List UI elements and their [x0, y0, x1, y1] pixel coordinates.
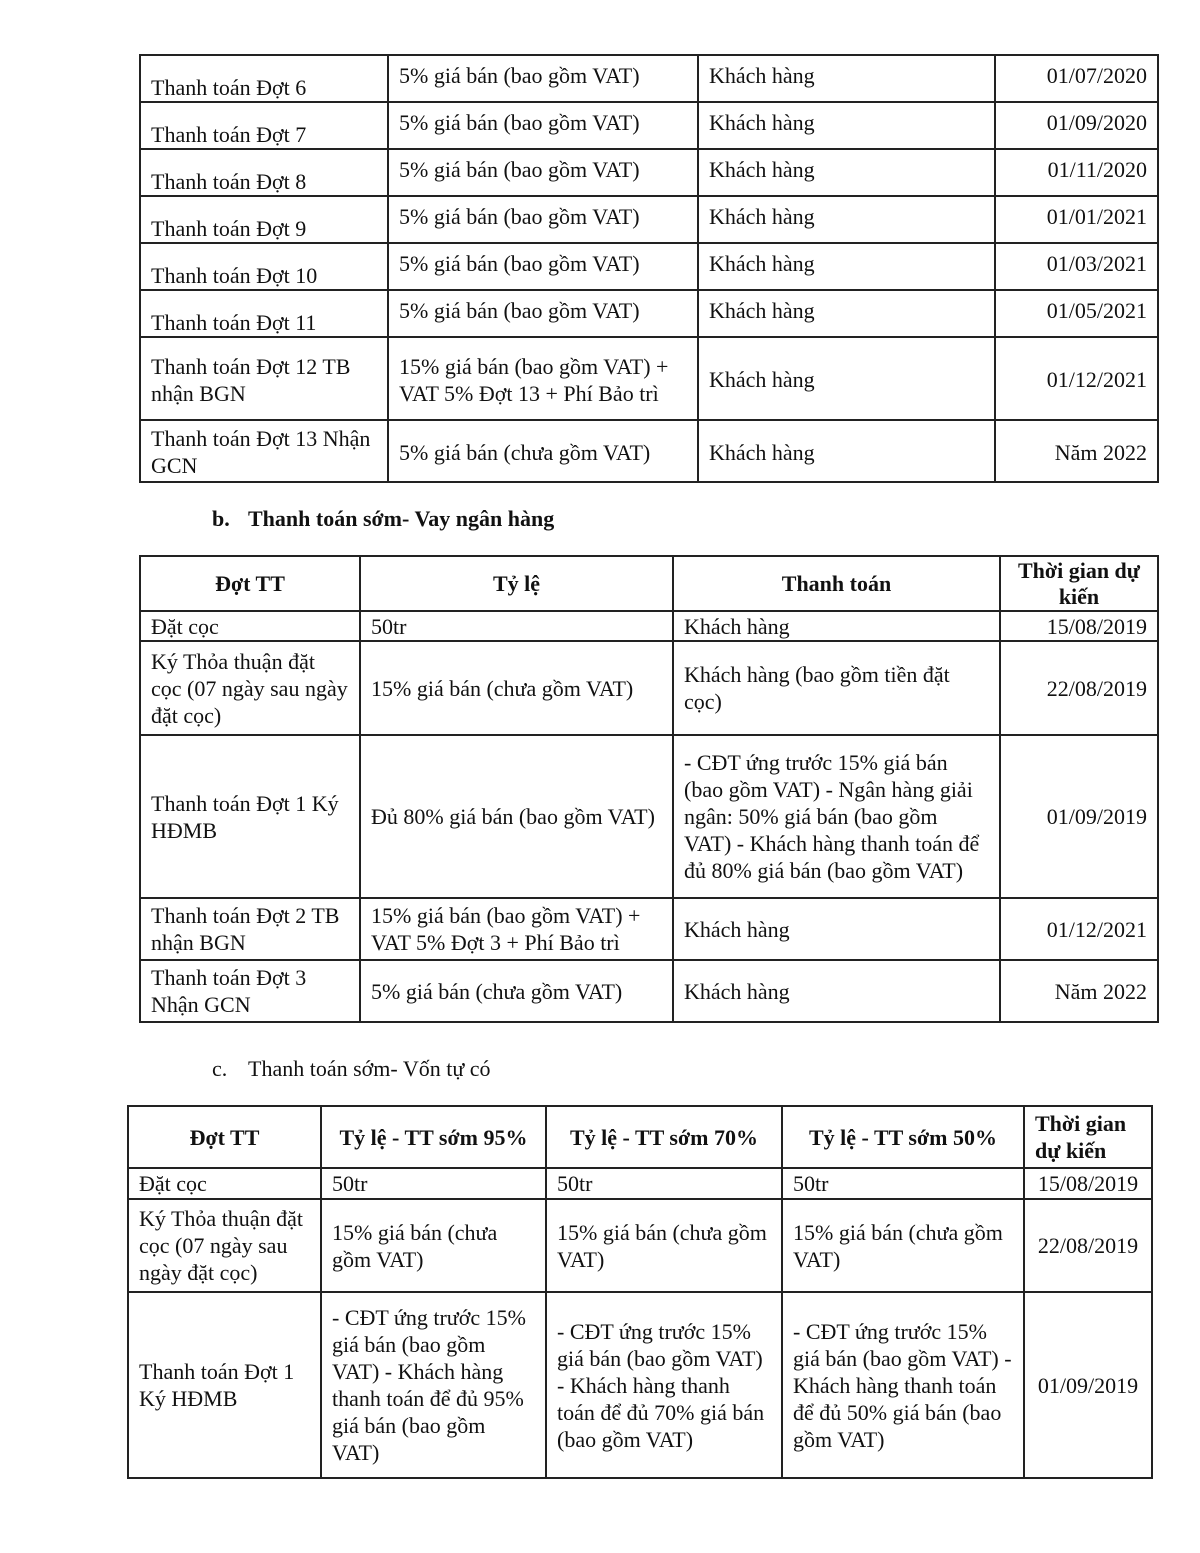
- payment-schedule-table-continued: [139, 54, 1159, 483]
- cell-rate: 5% giá bán (chưa gồm VAT): [360, 960, 673, 1022]
- cell-date: 01/09/2020: [995, 102, 1158, 149]
- cell-date: 01/12/2021: [1000, 898, 1158, 960]
- cell-installment: Thanh toán Đợt 12 TB nhận BGN: [140, 337, 388, 420]
- cell-payer: Khách hàng: [673, 611, 1000, 641]
- section-c-heading: [212, 1055, 491, 1082]
- header-payer: Thanh toán: [673, 556, 1000, 611]
- cell-rate: 5% giá bán (bao gồm VAT): [388, 243, 698, 290]
- cell-date: 01/01/2021: [995, 196, 1158, 243]
- cell-rate: 15% giá bán (bao gồm VAT) + VAT 5% Đợt 13 + Phí Bảo trì: [388, 337, 698, 420]
- cell-payer: Khách hàng: [698, 420, 995, 482]
- header-rate: Tỷ lệ: [360, 556, 673, 611]
- table-row: [140, 337, 1158, 420]
- header-expected-date: Thời gian dự kiến: [1024, 1106, 1152, 1168]
- cell-date: 01/05/2021: [995, 290, 1158, 337]
- section-b-marker: b.: [212, 506, 230, 531]
- cell-date: 01/09/2019: [1024, 1292, 1152, 1478]
- table-row: [140, 611, 1158, 641]
- bank-loan-payment-table: [139, 555, 1159, 1023]
- table-row: [140, 196, 1158, 243]
- table-row: [140, 102, 1158, 149]
- cell-date: 22/08/2019: [1024, 1199, 1152, 1292]
- cell-rate-95: - CĐT ứng trước 15% giá bán (bao gồm VAT) - Khách hàng thanh toán để đủ 95% giá bán (bao gồm VAT): [321, 1292, 546, 1478]
- cell-rate: 5% giá bán (chưa gồm VAT): [388, 420, 698, 482]
- table-header-row: [140, 556, 1158, 611]
- cell-rate: 5% giá bán (bao gồm VAT): [388, 55, 698, 102]
- cell-rate: 5% giá bán (bao gồm VAT): [388, 102, 698, 149]
- cell-rate-70: 15% giá bán (chưa gồm VAT): [546, 1199, 782, 1292]
- table-row: [140, 420, 1158, 482]
- section-b-heading: [212, 505, 554, 532]
- cell-installment: Thanh toán Đợt 8: [140, 149, 388, 196]
- cell-payer: Khách hàng: [698, 243, 995, 290]
- cell-rate: 15% giá bán (chưa gồm VAT): [360, 641, 673, 735]
- header-rate-50: Tỷ lệ - TT sớm 50%: [782, 1106, 1024, 1168]
- cell-rate-95: 50tr: [321, 1168, 546, 1199]
- own-capital-payment-table: [127, 1105, 1153, 1479]
- cell-installment: Thanh toán Đợt 3 Nhận GCN: [140, 960, 360, 1022]
- cell-rate-95: 15% giá bán (chưa gồm VAT): [321, 1199, 546, 1292]
- table-row: [128, 1168, 1152, 1199]
- cell-installment: Thanh toán Đợt 11: [140, 290, 388, 337]
- table-row: [140, 641, 1158, 735]
- cell-rate: 5% giá bán (bao gồm VAT): [388, 196, 698, 243]
- cell-installment: Thanh toán Đợt 10: [140, 243, 388, 290]
- table-row: [140, 243, 1158, 290]
- cell-installment: Thanh toán Đợt 6: [140, 55, 388, 102]
- cell-date: 01/12/2021: [995, 337, 1158, 420]
- cell-installment: Thanh toán Đợt 9: [140, 196, 388, 243]
- table-row: [140, 149, 1158, 196]
- cell-rate-50: 50tr: [782, 1168, 1024, 1199]
- table-row: [140, 735, 1158, 898]
- header-expected-date: Thời gian dự kiến: [1000, 556, 1158, 611]
- cell-rate-50: 15% giá bán (chưa gồm VAT): [782, 1199, 1024, 1292]
- table-row: [140, 960, 1158, 1022]
- cell-date: 22/08/2019: [1000, 641, 1158, 735]
- cell-installment: Đặt cọc: [128, 1168, 321, 1199]
- cell-payer: Khách hàng: [698, 337, 995, 420]
- cell-payer: Khách hàng: [698, 102, 995, 149]
- cell-installment: Thanh toán Đợt 1 Ký HĐMB: [128, 1292, 321, 1478]
- cell-installment: Thanh toán Đợt 7: [140, 102, 388, 149]
- cell-date: Năm 2022: [1000, 960, 1158, 1022]
- cell-installment: Thanh toán Đợt 2 TB nhận BGN: [140, 898, 360, 960]
- table-row: [128, 1292, 1152, 1478]
- cell-payer: Khách hàng: [698, 149, 995, 196]
- table-header-row: [128, 1106, 1152, 1168]
- section-c-marker: c.: [212, 1056, 228, 1081]
- section-b-title: Thanh toán sớm- Vay ngân hàng: [248, 506, 555, 531]
- cell-payer: Khách hàng: [698, 55, 995, 102]
- cell-rate: 50tr: [360, 611, 673, 641]
- table-row: [140, 290, 1158, 337]
- cell-payer: - CĐT ứng trước 15% giá bán (bao gồm VAT) - Ngân hàng giải ngân: 50% giá bán (bao gồm VAT) - Khách hàng thanh toán để đủ 80% giá bán (bao gồm VAT): [673, 735, 1000, 898]
- section-c-title: Thanh toán sớm- Vốn tự có: [248, 1056, 491, 1081]
- cell-date: 15/08/2019: [1000, 611, 1158, 641]
- cell-rate-50: - CĐT ứng trước 15% giá bán (bao gồm VAT) - Khách hàng thanh toán để đủ 50% giá bán (bao gồm VAT): [782, 1292, 1024, 1478]
- cell-rate-70: 50tr: [546, 1168, 782, 1199]
- table-row: [140, 898, 1158, 960]
- cell-rate: 5% giá bán (bao gồm VAT): [388, 149, 698, 196]
- cell-rate-70: - CĐT ứng trước 15% giá bán (bao gồm VAT) - Khách hàng thanh toán để đủ 70% giá bán (bao gồm VAT): [546, 1292, 782, 1478]
- cell-payer: Khách hàng: [673, 960, 1000, 1022]
- cell-payer: Khách hàng: [698, 196, 995, 243]
- header-installment: Đợt TT: [128, 1106, 321, 1168]
- cell-installment: Ký Thỏa thuận đặt cọc (07 ngày sau ngày đặt cọc): [128, 1199, 321, 1292]
- cell-installment: Thanh toán Đợt 13 Nhận GCN: [140, 420, 388, 482]
- cell-payer: Khách hàng (bao gồm tiền đặt cọc): [673, 641, 1000, 735]
- header-rate-70: Tỷ lệ - TT sớm 70%: [546, 1106, 782, 1168]
- cell-payer: Khách hàng: [673, 898, 1000, 960]
- cell-installment: Thanh toán Đợt 1 Ký HĐMB: [140, 735, 360, 898]
- cell-date: 01/09/2019: [1000, 735, 1158, 898]
- header-rate-95: Tỷ lệ - TT sớm 95%: [321, 1106, 546, 1168]
- cell-rate: 15% giá bán (bao gồm VAT) + VAT 5% Đợt 3 + Phí Bảo trì: [360, 898, 673, 960]
- table-row: [140, 55, 1158, 102]
- cell-date: Năm 2022: [995, 420, 1158, 482]
- header-installment: Đợt TT: [140, 556, 360, 611]
- cell-payer: Khách hàng: [698, 290, 995, 337]
- cell-date: 01/03/2021: [995, 243, 1158, 290]
- cell-date: 01/11/2020: [995, 149, 1158, 196]
- cell-installment: Đặt cọc: [140, 611, 360, 641]
- cell-date: 15/08/2019: [1024, 1168, 1152, 1199]
- cell-rate: Đủ 80% giá bán (bao gồm VAT): [360, 735, 673, 898]
- cell-rate: 5% giá bán (bao gồm VAT): [388, 290, 698, 337]
- table-row: [128, 1199, 1152, 1292]
- cell-date: 01/07/2020: [995, 55, 1158, 102]
- cell-installment: Ký Thỏa thuận đặt cọc (07 ngày sau ngày đặt cọc): [140, 641, 360, 735]
